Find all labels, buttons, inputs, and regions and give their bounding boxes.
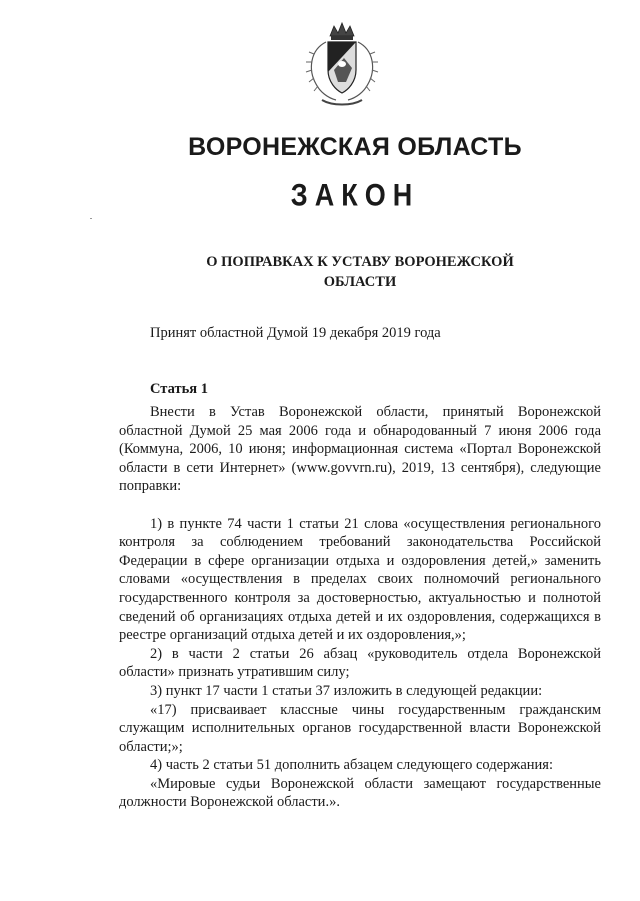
paragraph-amendment-2: 2) в части 2 статьи 26 абзац «руководитель отдела Воронежской области» признать утратившим силу;	[119, 645, 601, 681]
article-body	[119, 403, 601, 812]
paragraph-amendment-1: 1) в пункте 74 части 1 статьи 21 слова «осуществления регионального контроля за соблюдением требований законодательства Российской Федерации в сфере организации отдыха и оздоровления детей,» заменить словами «осуществления в пределах своих полномочий регионального государственного контроля за достоверностью, актуальностью и полнотой сведений об организациях отдыха детей и их оздоровления, содержащихся в реестре организаций отдыха детей и их оздоровления,»;	[119, 515, 601, 644]
region-title: ВОРОНЕЖСКАЯ ОБЛАСТЬ	[188, 133, 522, 161]
scan-mark	[90, 218, 92, 219]
paragraph-amendment-4: 4) часть 2 статьи 51 дополнить абзацем следующего содержания:	[150, 757, 553, 774]
paragraph-intro: Внести в Устав Воронежской области, принятый Воронежской областной Думой 25 мая 2006 года и обнародованный 7 июня 2006 года (Коммуна, 2006, 10 июня; информационная система «Портал Воронежской области в сети Интернет» (www.govvrn.ru), 2019, 13 сентября), следующие поправки:	[119, 404, 601, 495]
law-subject-heading: О ПОПРАВКАХ К УСТАВУ ВОРОНЕЖСКОЙ ОБЛАСТИ	[206, 254, 514, 290]
adoption-note: Принят областной Думой 19 декабря 2019 года	[150, 325, 441, 341]
paragraph-amendment-4-text: «Мировые судьи Воронежской области замещают государственные должности Воронежской области.».	[119, 775, 601, 811]
article-heading: Статья 1	[150, 381, 208, 397]
paragraph-amendment-3-text: «17) присваивает классные чины государственным гражданским служащим исполнительных органов государственной власти Воронежской области;»;	[119, 701, 601, 755]
paragraph-amendment-3: 3) пункт 17 части 1 статьи 37 изложить в следующей редакции:	[150, 682, 543, 699]
coat-of-arms-icon	[300, 20, 384, 108]
document-type-title: ЗАКОН	[290, 177, 420, 213]
